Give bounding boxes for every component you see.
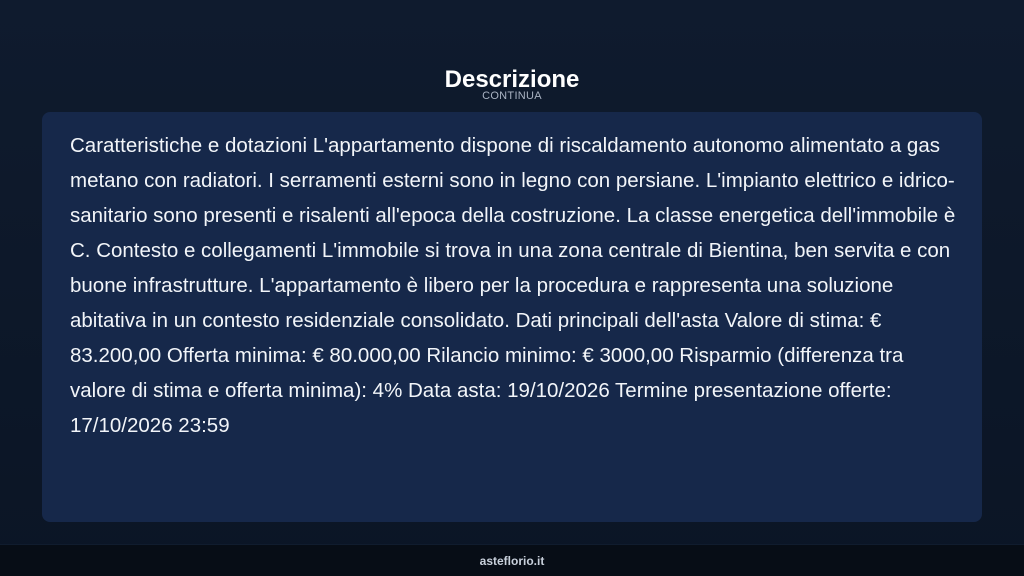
footer-bar <box>0 544 1024 576</box>
description-card <box>42 112 982 522</box>
page-title: Descrizione <box>444 66 580 94</box>
footer-brand: asteflorio.it <box>479 554 545 568</box>
description-text: Caratteristiche e dotazioni L'appartamento dispone di riscaldamento autonomo alimentato a gas metano con radiatori. I serramenti esterni sono in legno con persiane. L'impianto elettrico e idrico-sanitario sono presenti e risalenti all'epoca della costruzione. La classe energetica dell'immobile è C. Contesto e collegamenti L'immobile si trova in una zona centrale di Bientina, ben servita e con buone infrastrutture. L'appartamento è libero per la procedura e rappresenta una soluzione abitativa in un contesto residenziale consolidato. Dati principali dell'asta Valore di stima: € 83.200,00 Offerta minima: € 80.000,00 Rilancio minimo: € 3000,00 Risparmio (differenza tra valore di stima e offerta minima): 4% Data asta: 19/10/2026 Termine presentazione offerte: 17/10/2026 23:59 <box>70 134 956 437</box>
subtitle-continua: CONTINUA <box>482 90 542 102</box>
